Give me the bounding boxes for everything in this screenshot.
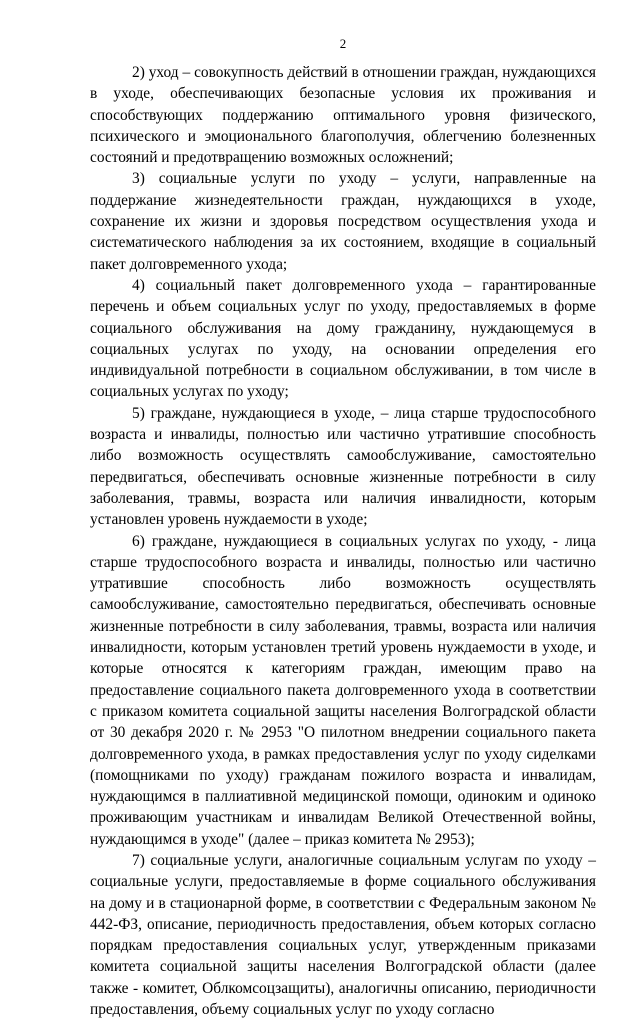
definition-paragraph-5: 5) граждане, нуждающиеся в уходе, – лица старше трудоспособного возраста и инвалиды, полностью или частично утратившие способность либо возможность осуществлять самообслуживание, самостоятельно передвигаться, обеспечивать основные жизненные потребности в силу заболевания, травмы, возраста или наличия инвалидности, которым установлен уровень нуждаемости в уходе; [90, 404, 596, 529]
document-page [90, 36, 596, 1020]
page-number: 2 [339, 36, 347, 51]
definition-paragraph-7: 7) социальные услуги, аналогичные социальным услугам по уходу – социальные услуги, предоставляемые в форме социального обслуживания на дому и в стационарной форме, в соответствии с Федеральным законом № 442-ФЗ, описание, периодичность предоставления, объем которых согласно порядкам предоставления социальных услуг, утвержденным приказами комитета социальной защиты населения Волгоградской области (далее также - комитет, Облкомсоцзащиты), аналогичны описанию, периодичности предоставления, объему социальных услуг по уходу согласно [90, 851, 596, 1019]
definition-paragraph-6: 6) граждане, нуждающиеся в социальных услугах по уходу, - лица старше трудоспособного возраста и инвалиды, полностью или частично утратившие способность либо возможность осуществлять самообслуживание, самостоятельно передвигаться, обеспечивать основные жизненные потребности в силу заболевания, травмы, возраста или наличия инвалидности, которым установлен третий уровень нуждаемости в уходе, и которые относятся к категориям граждан, имеющим право на предоставление социального пакета долговременного ухода в соответствии с приказом комитета социальной защиты населения Волгоградской области от 30 декабря 2020 г. № 2953 "О пилотном внедрении социального пакета долговременного ухода, в рамках предоставления услуг по уходу сиделками (помощниками по уходу) гражданам пожилого возраста и инвалидам, нуждающимся в паллиативной медицинской помощи, одиноким и одиноко проживающим участникам и инвалидам Великой Отечественной войны, нуждающимся в уходе" (далее – приказ комитета № 2953); [90, 532, 596, 848]
definition-paragraph-4: 4) социальный пакет долговременного ухода – гарантированные перечень и объем социальных услуг по уходу, предоставляемых в форме социального обслуживания на дому гражданину, нуждающемуся в социальных услугах по уходу, на основании определения его индивидуальной потребности в социальном обслуживании, в том числе в социальных услугах по уходу; [90, 276, 596, 401]
definition-paragraph-2: 2) уход – совокупность действий в отношении граждан, нуждающихся в уходе, обеспечивающих безопасные условия их проживания и способствующих поддержанию оптимального уровня физического, психического и эмоционального благополучия, облегчению болезненных состояний и предотвращению возможных осложнений; [90, 64, 596, 167]
definition-paragraph-3: 3) социальные услуги по уходу – услуги, направленные на поддержание жизнедеятельности граждан, нуждающихся в уходе, сохранение их жизни и здоровья посредством осуществления ухода и систематического наблюдения за их состоянием, входящие в социальный пакет долговременного ухода; [90, 170, 596, 273]
